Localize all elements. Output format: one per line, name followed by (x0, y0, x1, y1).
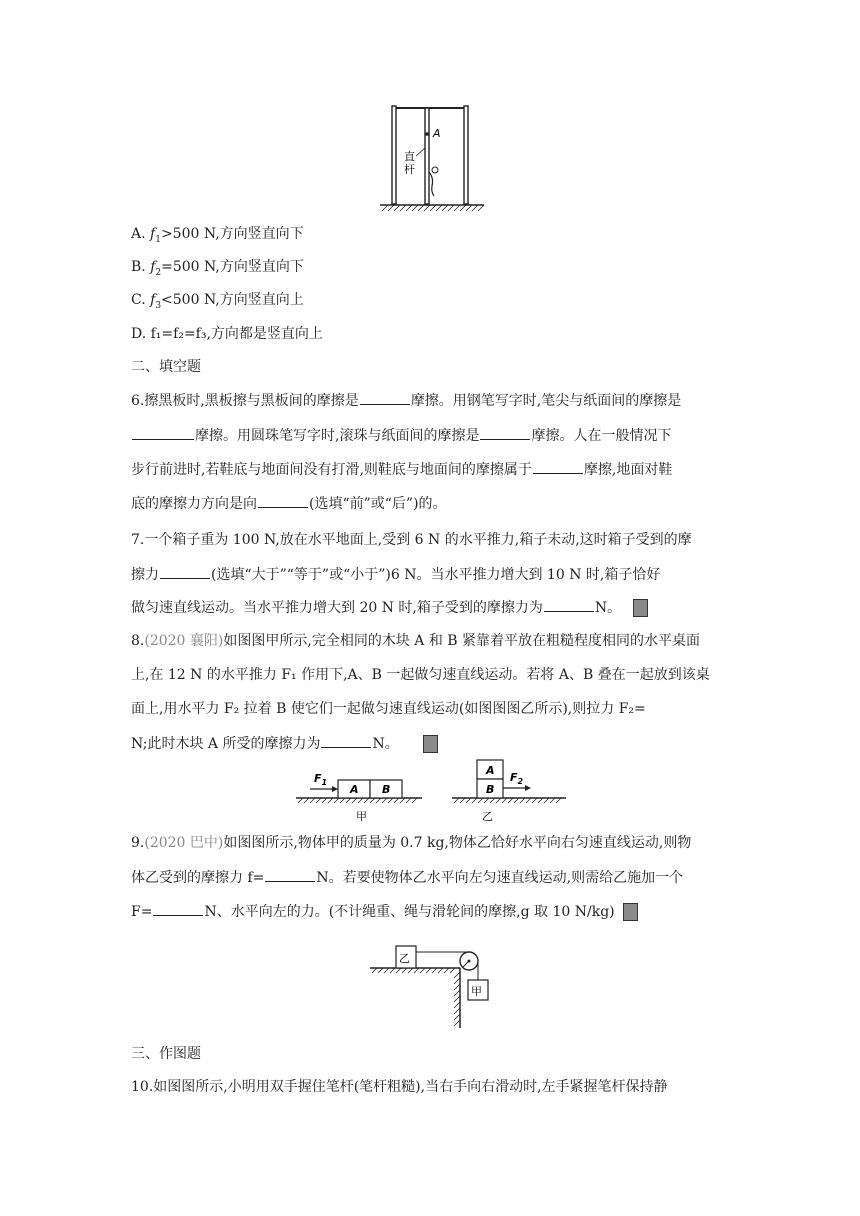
figure-pulley (366, 934, 506, 1030)
fig3-block-jia: 甲 (471, 985, 482, 998)
option-c[interactable]: C. $f_3<500$ N,方向竖直向上 (131, 292, 304, 311)
fig1-label-a: A (433, 127, 441, 140)
q6-blank-1[interactable] (360, 390, 410, 405)
q8-line-4: N;此时木块 A 所受的摩擦力为 N。 (131, 733, 438, 754)
fig2-stack-b: B (486, 783, 495, 796)
q8-line-2: 上,在 12 N 的水平推力 F₁ 作用下,A、B 一起做匀速直线运动。若将 A、B 叠在一起放到该桌 (131, 667, 710, 683)
q7-line-1: 7.一个箱子重为 100 N,放在水平地面上,受到 6 N 的水平推力,箱子未动,这时箱子受到的摩 (131, 532, 692, 548)
fig1-label-pole-2: 杆 (404, 163, 415, 176)
section-fill-blank-heading: 二、填空题 (131, 359, 201, 375)
fig2-block-a: A (350, 783, 359, 796)
fig2-force-f2: $F_2$ (510, 771, 524, 786)
q7-blank-2[interactable] (544, 597, 594, 612)
q8-marker-box (423, 735, 438, 753)
section-drawing-heading: 三、作图题 (131, 1046, 201, 1062)
figure-blocks (292, 756, 572, 826)
fig2-caption-right: 乙 (482, 810, 493, 823)
fig2-caption-left: 甲 (356, 810, 367, 823)
q9-source: (2020 巴中) (144, 835, 224, 851)
q7-marker-box (633, 599, 648, 617)
q6-line-1: 6.擦黑板时,黑板擦与黑板间的摩擦是 摩擦。用钢笔写字时,笔尖与纸面间的摩擦是 (131, 390, 681, 411)
q9-line-2: 体乙受到的摩擦力 f= N。若要使物体乙水平向左匀速直线运动,则需给乙施加一个 (131, 867, 683, 888)
fig2-force-f1: $F_1$ (314, 772, 328, 787)
q9-line-1: 9.(2020 巴中)如图图所示,物体甲的质量为 0.7 kg,物体乙恰好水平向右匀速直线运动,则物 (131, 835, 692, 851)
q7-line-2: 擦力 (选填“大于”“等于”或“小于”)6 N。当水平推力增大到 10 N 时,箱子恰好 (131, 564, 660, 585)
q10-line-1: 10.如图图所示,小明用双手握住笔杆(笔杆粗糙),当右手向右滑动时,左手紧握笔杆保持静 (131, 1079, 668, 1095)
q6-line-2: 摩擦。用圆珠笔写字时,滚珠与纸面间的摩擦是 摩擦。人在一般情况下 (131, 425, 671, 446)
q6-line-4: 底的摩擦力方向是向 (选填“前”或“后”)的。 (131, 493, 447, 514)
q8-line-3: 面上,用水平力 F₂ 拉着 B 使它们一起做匀速直线运动(如图图图乙所示),则拉力 F₂= (131, 701, 646, 717)
figure-pole (376, 104, 488, 214)
fig1-label-pole-1: 直 (404, 150, 415, 163)
q6-line-3: 步行前进时,若鞋底与地面间没有打滑,则鞋底与地面间的摩擦属于 摩擦,地面对鞋 (131, 459, 672, 480)
q9-marker-box (623, 903, 638, 921)
q6-blank-3[interactable] (480, 425, 530, 440)
fig2-block-b: B (382, 783, 391, 796)
fig3-block-yi: 乙 (399, 952, 410, 965)
q9-line-3: F= N、水平向左的力。(不计绳重、绳与滑轮间的摩擦,g 取 10 N/kg) (131, 901, 638, 922)
option-a[interactable]: A. $f_1>500$ N,方向竖直向下 (131, 226, 304, 245)
q6-blank-4[interactable] (533, 459, 583, 474)
fig2-stack-a: A (486, 764, 495, 777)
q8-blank-1[interactable] (321, 733, 371, 748)
q7-line-3: 做匀速直线运动。当水平推力增大到 20 N 时,箱子受到的摩擦力为 N。 (131, 597, 648, 618)
q8-source: (2020 襄阳) (144, 633, 224, 649)
option-d[interactable]: D. f₁=f₂=f₃,方向都是竖直向上 (131, 326, 323, 342)
option-b[interactable]: B. $f_2=500$ N,方向竖直向下 (131, 259, 304, 278)
q9-blank-1[interactable] (265, 867, 315, 882)
q9-blank-2[interactable] (153, 901, 203, 916)
q6-blank-2[interactable] (132, 425, 194, 440)
q8-line-1: 8.(2020 襄阳)如图图甲所示,完全相同的木块 A 和 B 紧靠着平放在粗糙程度相同的水平桌面 (131, 633, 701, 649)
q6-blank-5[interactable] (258, 493, 308, 508)
q7-blank-1[interactable] (160, 564, 210, 579)
